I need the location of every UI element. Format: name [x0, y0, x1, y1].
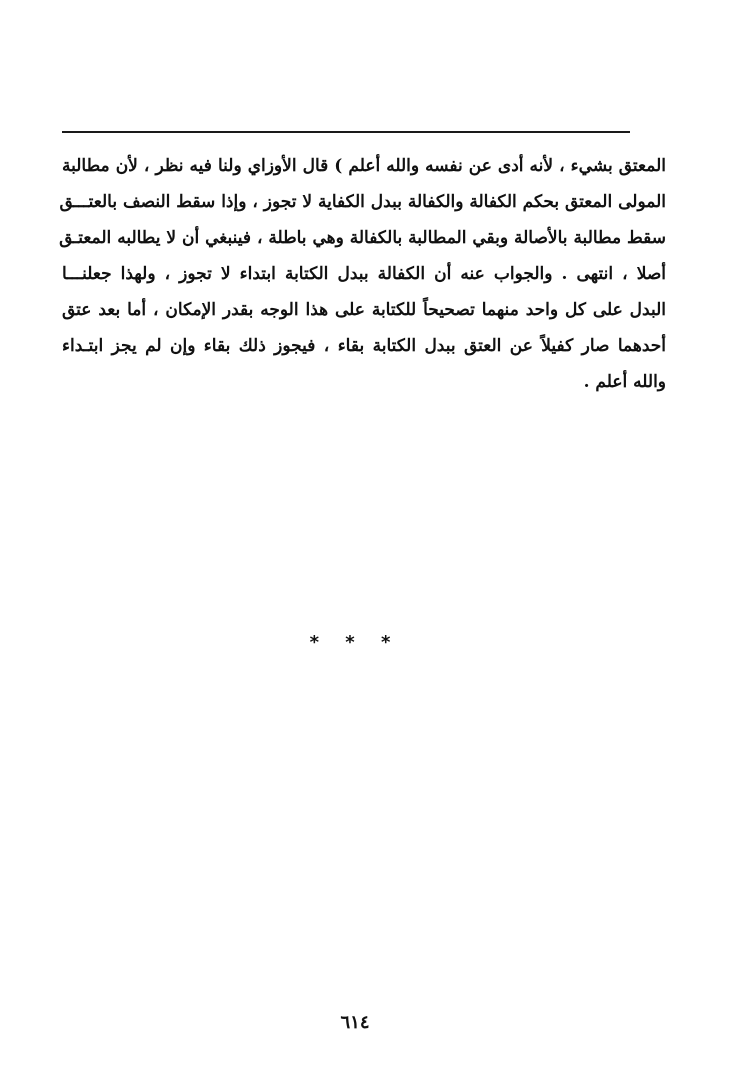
text-line-6: أحدهما صار كفيلاً عن العتق ببدل الكتابة بقاء ، فيجوز ذلك بقاء وإن لم يجز ابتـداء	[62, 336, 666, 356]
text-line-5: البدل على كل واحد منهما تصحيحاً للكتابة على هذا الوجه بقدر الإمكان ، أما بعد عتق	[62, 300, 666, 320]
text-line-7: والله أعلم .	[583, 372, 666, 392]
page-number: ٦١٤	[340, 1012, 370, 1033]
text-line-1: المعتق بشيء ، لأنه أدى عن نفسه والله أعلم ) قال الأوزاي ولنا فيه نظر ، لأن مطالبة	[62, 156, 666, 176]
text-line-2: المولى المعتق بحكم الكفالة والكفالة ببدل الكفاية لا تجوز ، وإذا سقط النصف بالعتـــق	[59, 192, 666, 212]
top-horizontal-rule	[62, 131, 630, 133]
body-text	[59, 148, 666, 400]
text-line-4: أصلا ، انتهى . والجواب عنه أن الكفالة ببدل الكتابة ابتداء لا تجوز ، ولهذا جعلنـــا	[62, 264, 666, 284]
section-separator: * * *	[309, 632, 401, 653]
text-line-3: سقط مطالبة بالأصالة وبقي المطالبة بالكفالة وهي باطلة ، فينبغي أن لا يطالبه المعتـق	[59, 228, 666, 248]
